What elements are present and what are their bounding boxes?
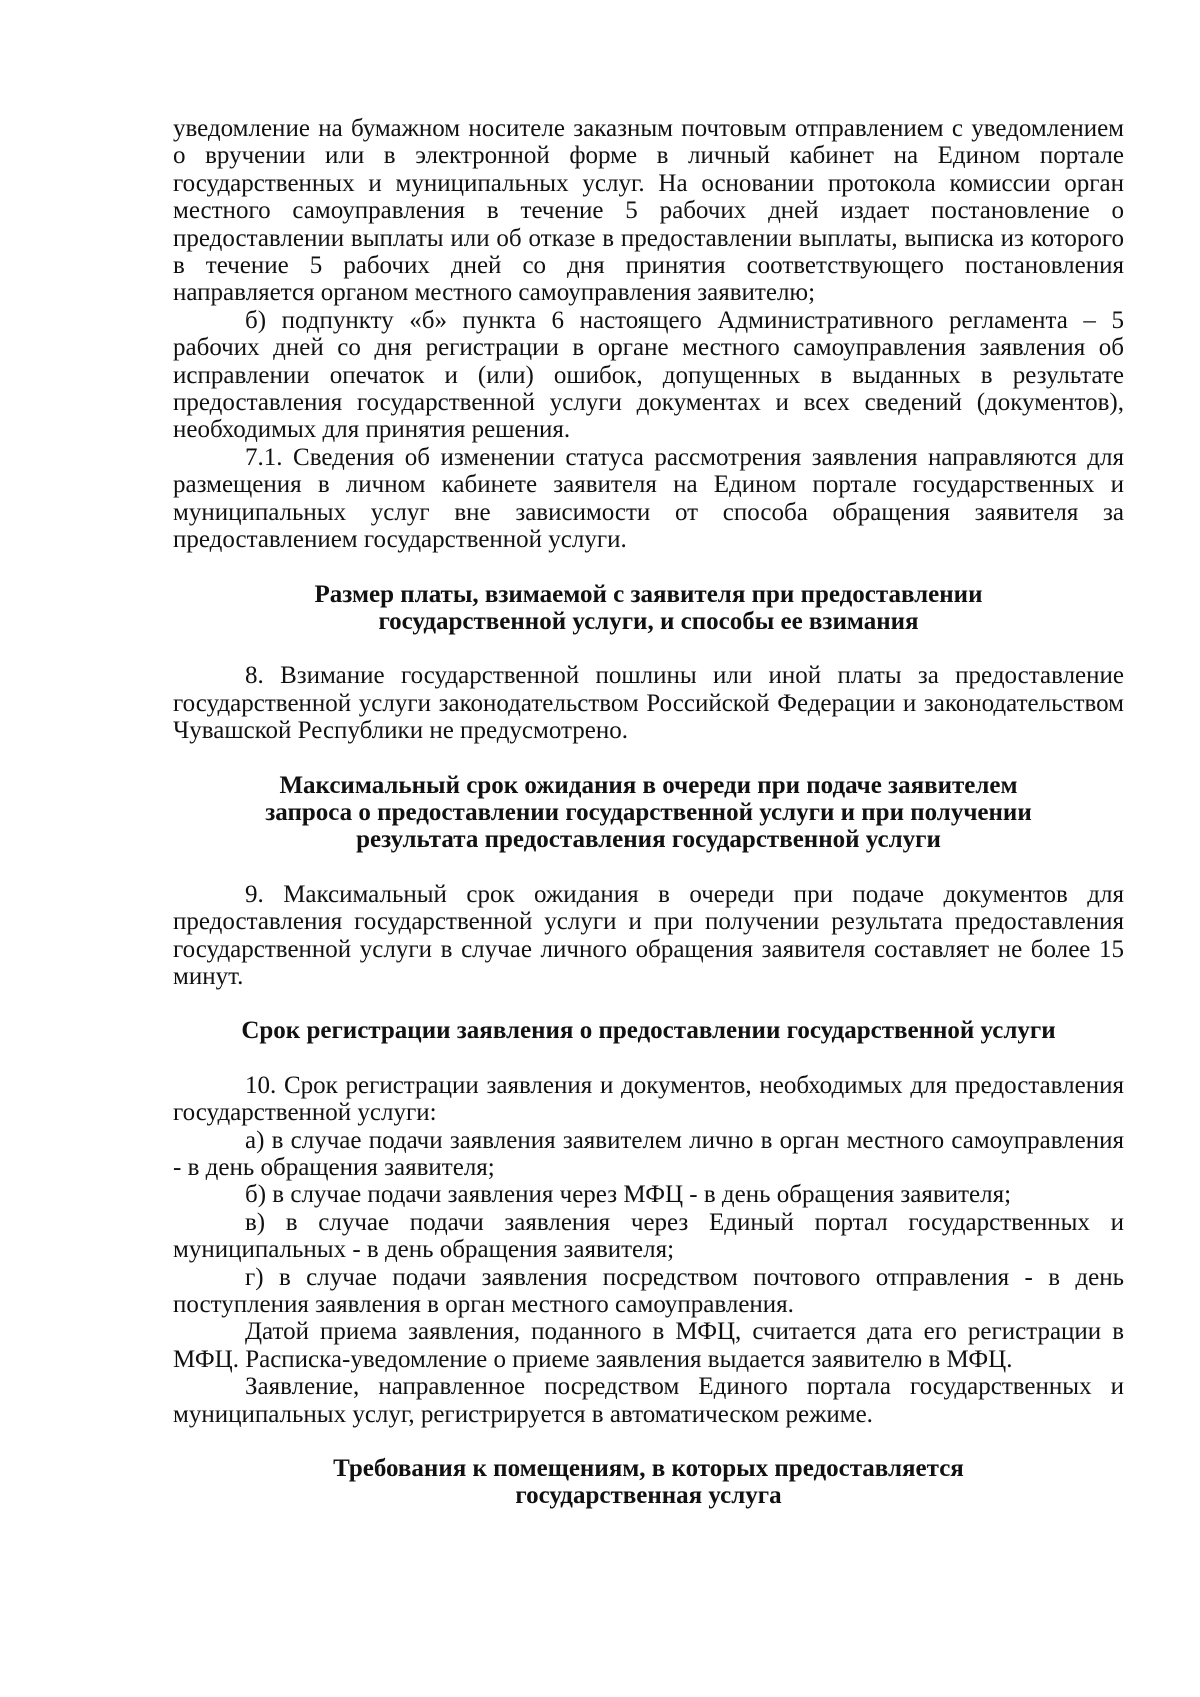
paragraph-10: 10. Срок регистрации заявления и документов, необходимых для предоставления государственной услуги: <box>173 1071 1124 1127</box>
heading-queue-line-3: результата предоставления государственной услуги <box>356 826 941 854</box>
heading-queue <box>173 772 1124 854</box>
paragraph-notification: уведомление на бумажном носителе заказным почтовым отправлением с уведомлением о вручении или в электронной форме в личный кабинет на Едином портале государственных и муниципальных услуг. На основании протокола комиссии орган местного самоуправления в течение 5 рабочих дней издает постановление о предоставлении выплаты или об отказе в предоставлении выплаты, выписка из которого в течение 5 рабочих дней со дня принятия соответствующего постановления направляется органом местного самоуправления заявителю; <box>173 115 1124 307</box>
heading-premises-line-1: Требования к помещениям, в которых предоставляется <box>333 1455 964 1483</box>
heading-fee <box>173 581 1124 636</box>
paragraph-receipt-date: Датой приема заявления, поданного в МФЦ, считается дата его регистрации в МФЦ. Расписка-уведомление о приеме заявления выдается заявителю в МФЦ. <box>173 1318 1124 1373</box>
heading-premises-line-2: государственная услуга <box>515 1482 782 1510</box>
heading-queue-line-1: Максимальный срок ожидания в очереди при подаче заявителем <box>279 771 1018 799</box>
paragraph-10-b: б) в случае подачи заявления через МФЦ - в день обращения заявителя; <box>245 1181 1012 1209</box>
heading-fee-line-1: Размер платы, взимаемой с заявителя при предоставлении <box>314 580 983 608</box>
heading-registration: Срок регистрации заявления о предоставлении государственной услуги <box>241 1017 1056 1045</box>
paragraph-9: 9. Максимальный срок ожидания в очереди при подаче документов для предоставления государственной услуги и при получении результата предоставления государственной услуги в случае личного обращения заявителя составляет не более 15 минут. <box>173 880 1124 990</box>
paragraph-10-a: а) в случае подачи заявления заявителем лично в орган местного самоуправления - в день обращения заявителя; <box>173 1126 1124 1181</box>
paragraph-8: 8. Взимание государственной пошлины или иной платы за предоставление государственной услуги законодательством Российской Федерации и законодательством Чувашской Республики не предусмотрено. <box>173 662 1124 745</box>
heading-fee-line-2: государственной услуги, и способы ее взимания <box>378 607 919 635</box>
paragraph-portal-registration: Заявление, направленное посредством Единого портала государственных и муниципальных услуг, регистрируется в автоматическом режиме. <box>173 1373 1124 1428</box>
document-page <box>173 115 1124 1510</box>
paragraph-10-v: в) в случае подачи заявления через Единый портал государственных и муниципальных - в день обращения заявителя; <box>173 1208 1124 1264</box>
heading-premises <box>173 1455 1124 1510</box>
paragraph-10-g: г) в случае подачи заявления посредством почтового отправления - в день поступления заявления в орган местного самоуправления. <box>173 1263 1124 1319</box>
paragraph-7-1: 7.1. Сведения об изменении статуса рассмотрения заявления направляются для размещения в личном кабинете заявителя на Едином портале государственных и муниципальных услуг вне зависимости от способа обращения заявителя за предоставлением государственной услуги. <box>173 443 1124 554</box>
heading-queue-line-2: запроса о предоставлении государственной услуги и при получении <box>265 798 1032 826</box>
paragraph-subpoint-b: б) подпункту «б» пункта 6 настоящего Административного регламента – 5 рабочих дней со дня регистрации в органе местного самоуправления заявления об исправлении опечаток и (или) ошибок, допущенных в выданных в результате предоставления государственной услуги документах и всех сведений (документов), необходимых для принятия решения. <box>173 306 1124 444</box>
